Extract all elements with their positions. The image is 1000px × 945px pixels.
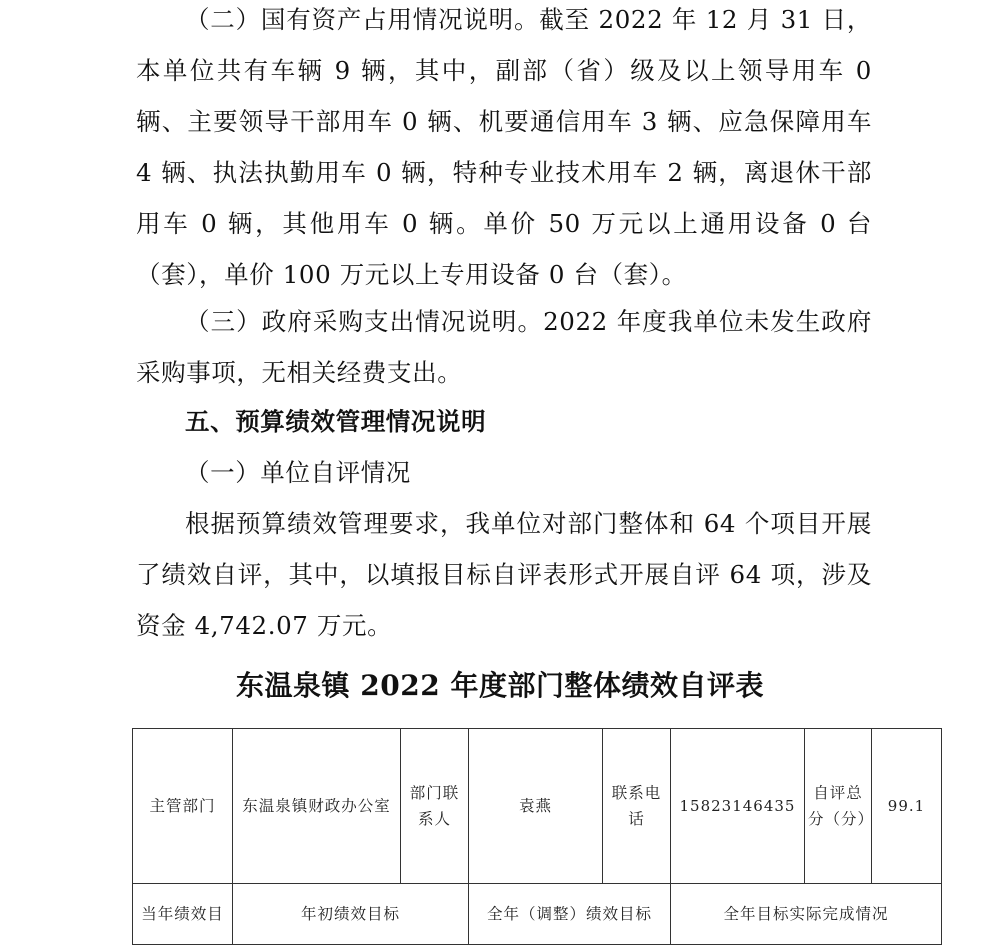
cell-dept-value: 东温泉镇财政办公室 <box>233 729 401 884</box>
cell-contact-label: 部门联系人 <box>401 729 469 884</box>
cell-score-value: 99.1 <box>872 729 942 884</box>
paragraph-procurement: （三）政府采购支出情况说明。2022 年度我单位未发生政府采购事项，无相关经费支出。 <box>136 307 872 387</box>
subsection-heading: （一）单位自评情况 <box>185 458 411 487</box>
cell-goal-label: 当年绩效目 <box>133 884 233 945</box>
cell-phone-value: 15823146435 <box>671 729 805 884</box>
cell-score-label: 自评总分（分） <box>805 729 872 884</box>
section-heading: 五、预算绩效管理情况说明 <box>185 407 487 436</box>
cell-actual-completion: 全年目标实际完成情况 <box>671 884 942 945</box>
table-row <box>133 729 942 884</box>
table-title: 东温泉镇 2022 年度部门整体绩效自评表 <box>236 669 764 702</box>
cell-dept-label: 主管部门 <box>133 729 233 884</box>
paragraph-self-evaluation: 根据预算绩效管理要求，我单位对部门整体和 64 个项目开展了绩效自评，其中，以填报目标自评表形式开展自评 64 项，涉及资金 4,742.07 万元。 <box>136 509 872 640</box>
cell-initial-goal: 年初绩效目标 <box>233 884 469 945</box>
cell-phone-label: 联系电话 <box>603 729 671 884</box>
paragraph-assets: （二）国有资产占用情况说明。截至 2022 年 12 月 31 日，本单位共有车辆 9 辆，其中，副部（省）级及以上领导用车 0 辆、主要领导干部用车 0 辆、机要通信用车 3 辆、应急保障用车 4 辆、执法执勤用车 0 辆，特种专业技术用车 2 辆，离退休干部用车 0 辆，其他用车 0 辆。单价 50 万元以上通用设备 0 台（套），单价 100 万元以上专用设备 0 台（套）。 <box>136 5 872 289</box>
cell-adjusted-goal: 全年（调整）绩效目标 <box>469 884 671 945</box>
table-row <box>133 884 942 945</box>
cell-contact-value: 袁燕 <box>469 729 603 884</box>
evaluation-table <box>132 728 942 945</box>
